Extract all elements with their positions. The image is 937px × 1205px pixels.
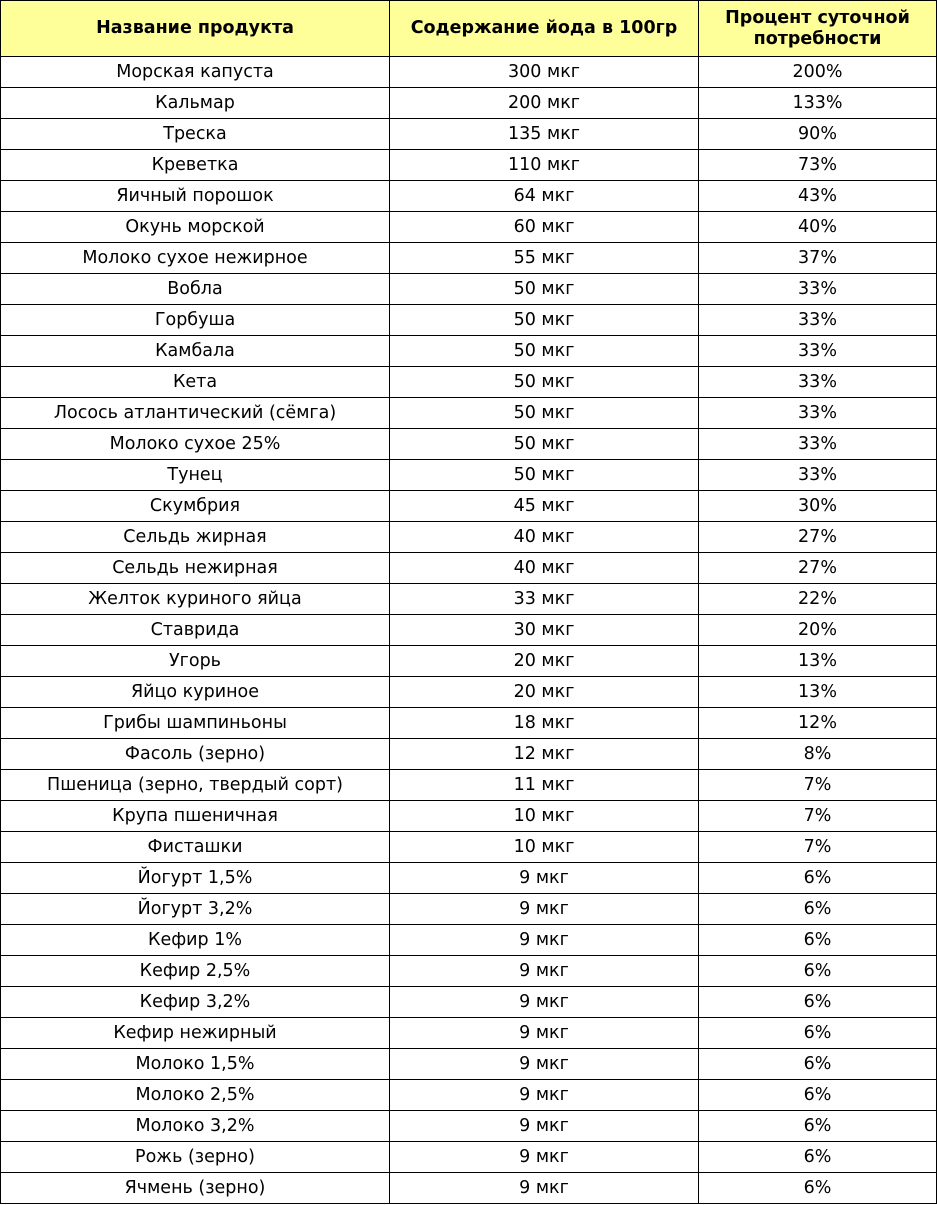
cell-product-name: Треска xyxy=(1,119,390,150)
cell-product-name: Лосось атлантический (сёмга) xyxy=(1,398,390,429)
table-row xyxy=(1,646,937,677)
table-row xyxy=(1,894,937,925)
cell-daily-percent: 13% xyxy=(699,646,937,677)
cell-iodine-content: 9 мкг xyxy=(390,863,699,894)
cell-product-name: Кефир нежирный xyxy=(1,1018,390,1049)
cell-iodine-content: 10 мкг xyxy=(390,801,699,832)
cell-iodine-content: 60 мкг xyxy=(390,212,699,243)
cell-iodine-content: 33 мкг xyxy=(390,584,699,615)
cell-iodine-content: 11 мкг xyxy=(390,770,699,801)
table-row xyxy=(1,367,937,398)
cell-product-name: Сельдь жирная xyxy=(1,522,390,553)
cell-product-name: Яичный порошок xyxy=(1,181,390,212)
cell-iodine-content: 40 мкг xyxy=(390,553,699,584)
cell-daily-percent: 6% xyxy=(699,863,937,894)
cell-product-name: Тунец xyxy=(1,460,390,491)
cell-daily-percent: 7% xyxy=(699,801,937,832)
cell-iodine-content: 9 мкг xyxy=(390,1142,699,1173)
table-row xyxy=(1,522,937,553)
table-row xyxy=(1,801,937,832)
cell-product-name: Рожь (зерно) xyxy=(1,1142,390,1173)
table-row xyxy=(1,553,937,584)
cell-iodine-content: 9 мкг xyxy=(390,1111,699,1142)
cell-product-name: Грибы шампиньоны xyxy=(1,708,390,739)
cell-iodine-content: 9 мкг xyxy=(390,1080,699,1111)
cell-daily-percent: 33% xyxy=(699,274,937,305)
cell-daily-percent: 6% xyxy=(699,956,937,987)
cell-iodine-content: 9 мкг xyxy=(390,925,699,956)
cell-iodine-content: 50 мкг xyxy=(390,398,699,429)
cell-iodine-content: 9 мкг xyxy=(390,1018,699,1049)
cell-daily-percent: 7% xyxy=(699,770,937,801)
cell-product-name: Молоко сухое нежирное xyxy=(1,243,390,274)
cell-iodine-content: 200 мкг xyxy=(390,88,699,119)
cell-product-name: Угорь xyxy=(1,646,390,677)
table-row xyxy=(1,739,937,770)
cell-product-name: Молоко 1,5% xyxy=(1,1049,390,1080)
header-daily-percent: Процент суточной потребности xyxy=(699,1,937,57)
cell-daily-percent: 43% xyxy=(699,181,937,212)
cell-daily-percent: 6% xyxy=(699,1173,937,1204)
cell-daily-percent: 6% xyxy=(699,1142,937,1173)
cell-daily-percent: 33% xyxy=(699,336,937,367)
table-row xyxy=(1,615,937,646)
table-row xyxy=(1,57,937,88)
table-row xyxy=(1,429,937,460)
cell-daily-percent: 30% xyxy=(699,491,937,522)
cell-iodine-content: 64 мкг xyxy=(390,181,699,212)
table-row xyxy=(1,925,937,956)
table-row xyxy=(1,1111,937,1142)
table-row xyxy=(1,181,937,212)
table-row xyxy=(1,584,937,615)
cell-product-name: Окунь морской xyxy=(1,212,390,243)
cell-iodine-content: 18 мкг xyxy=(390,708,699,739)
cell-daily-percent: 33% xyxy=(699,305,937,336)
table-row xyxy=(1,956,937,987)
cell-product-name: Фасоль (зерно) xyxy=(1,739,390,770)
cell-product-name: Йогурт 3,2% xyxy=(1,894,390,925)
cell-iodine-content: 9 мкг xyxy=(390,1049,699,1080)
cell-daily-percent: 37% xyxy=(699,243,937,274)
cell-iodine-content: 50 мкг xyxy=(390,367,699,398)
table-row xyxy=(1,243,937,274)
cell-product-name: Молоко сухое 25% xyxy=(1,429,390,460)
table-row xyxy=(1,88,937,119)
cell-iodine-content: 110 мкг xyxy=(390,150,699,181)
table-row xyxy=(1,305,937,336)
cell-product-name: Фисташки xyxy=(1,832,390,863)
cell-iodine-content: 40 мкг xyxy=(390,522,699,553)
cell-iodine-content: 30 мкг xyxy=(390,615,699,646)
cell-daily-percent: 27% xyxy=(699,522,937,553)
cell-product-name: Кета xyxy=(1,367,390,398)
cell-product-name: Горбуша xyxy=(1,305,390,336)
cell-daily-percent: 8% xyxy=(699,739,937,770)
table-row xyxy=(1,863,937,894)
table-row xyxy=(1,398,937,429)
cell-iodine-content: 50 мкг xyxy=(390,429,699,460)
cell-iodine-content: 9 мкг xyxy=(390,987,699,1018)
cell-daily-percent: 6% xyxy=(699,925,937,956)
cell-iodine-content: 20 мкг xyxy=(390,646,699,677)
table-row xyxy=(1,212,937,243)
cell-product-name: Йогурт 1,5% xyxy=(1,863,390,894)
cell-product-name: Кефир 3,2% xyxy=(1,987,390,1018)
cell-iodine-content: 50 мкг xyxy=(390,305,699,336)
table-row xyxy=(1,491,937,522)
cell-product-name: Ставрида xyxy=(1,615,390,646)
cell-product-name: Ячмень (зерно) xyxy=(1,1173,390,1204)
table-row xyxy=(1,150,937,181)
cell-product-name: Скумбрия xyxy=(1,491,390,522)
table-row xyxy=(1,708,937,739)
table-row xyxy=(1,677,937,708)
table-row xyxy=(1,1018,937,1049)
cell-daily-percent: 22% xyxy=(699,584,937,615)
cell-product-name: Крупа пшеничная xyxy=(1,801,390,832)
cell-daily-percent: 7% xyxy=(699,832,937,863)
cell-daily-percent: 40% xyxy=(699,212,937,243)
table-row xyxy=(1,274,937,305)
cell-iodine-content: 12 мкг xyxy=(390,739,699,770)
cell-iodine-content: 9 мкг xyxy=(390,1173,699,1204)
cell-daily-percent: 200% xyxy=(699,57,937,88)
cell-iodine-content: 9 мкг xyxy=(390,894,699,925)
cell-product-name: Морская капуста xyxy=(1,57,390,88)
cell-daily-percent: 33% xyxy=(699,398,937,429)
cell-product-name: Кефир 1% xyxy=(1,925,390,956)
cell-iodine-content: 50 мкг xyxy=(390,274,699,305)
cell-product-name: Желток куриного яйца xyxy=(1,584,390,615)
table-row xyxy=(1,1080,937,1111)
header-iodine-content: Содержание йода в 100гр xyxy=(390,1,699,57)
cell-daily-percent: 33% xyxy=(699,367,937,398)
table-row xyxy=(1,987,937,1018)
cell-daily-percent: 73% xyxy=(699,150,937,181)
cell-daily-percent: 6% xyxy=(699,987,937,1018)
cell-iodine-content: 55 мкг xyxy=(390,243,699,274)
cell-daily-percent: 33% xyxy=(699,429,937,460)
cell-product-name: Яйцо куриное xyxy=(1,677,390,708)
cell-iodine-content: 50 мкг xyxy=(390,336,699,367)
cell-daily-percent: 6% xyxy=(699,1049,937,1080)
table-header xyxy=(1,1,937,57)
cell-iodine-content: 135 мкг xyxy=(390,119,699,150)
cell-product-name: Креветка xyxy=(1,150,390,181)
cell-daily-percent: 6% xyxy=(699,1111,937,1142)
table-row xyxy=(1,770,937,801)
cell-product-name: Молоко 2,5% xyxy=(1,1080,390,1111)
cell-iodine-content: 20 мкг xyxy=(390,677,699,708)
cell-iodine-content: 45 мкг xyxy=(390,491,699,522)
table-row xyxy=(1,119,937,150)
cell-daily-percent: 20% xyxy=(699,615,937,646)
header-row xyxy=(1,1,937,57)
cell-product-name: Камбала xyxy=(1,336,390,367)
header-product-name: Название продукта xyxy=(1,1,390,57)
table-row xyxy=(1,336,937,367)
table-row xyxy=(1,1142,937,1173)
table-body xyxy=(1,57,937,1204)
cell-daily-percent: 6% xyxy=(699,894,937,925)
table-row xyxy=(1,1049,937,1080)
cell-daily-percent: 27% xyxy=(699,553,937,584)
cell-product-name: Молоко 3,2% xyxy=(1,1111,390,1142)
cell-product-name: Кальмар xyxy=(1,88,390,119)
cell-daily-percent: 6% xyxy=(699,1018,937,1049)
table-row xyxy=(1,1173,937,1204)
cell-iodine-content: 9 мкг xyxy=(390,956,699,987)
cell-product-name: Сельдь нежирная xyxy=(1,553,390,584)
cell-iodine-content: 10 мкг xyxy=(390,832,699,863)
cell-iodine-content: 300 мкг xyxy=(390,57,699,88)
cell-product-name: Кефир 2,5% xyxy=(1,956,390,987)
cell-daily-percent: 6% xyxy=(699,1080,937,1111)
cell-product-name: Вобла xyxy=(1,274,390,305)
cell-daily-percent: 90% xyxy=(699,119,937,150)
cell-daily-percent: 33% xyxy=(699,460,937,491)
cell-daily-percent: 133% xyxy=(699,88,937,119)
cell-daily-percent: 13% xyxy=(699,677,937,708)
table-row xyxy=(1,460,937,491)
table-row xyxy=(1,832,937,863)
cell-iodine-content: 50 мкг xyxy=(390,460,699,491)
cell-daily-percent: 12% xyxy=(699,708,937,739)
cell-product-name: Пшеница (зерно, твердый сорт) xyxy=(1,770,390,801)
